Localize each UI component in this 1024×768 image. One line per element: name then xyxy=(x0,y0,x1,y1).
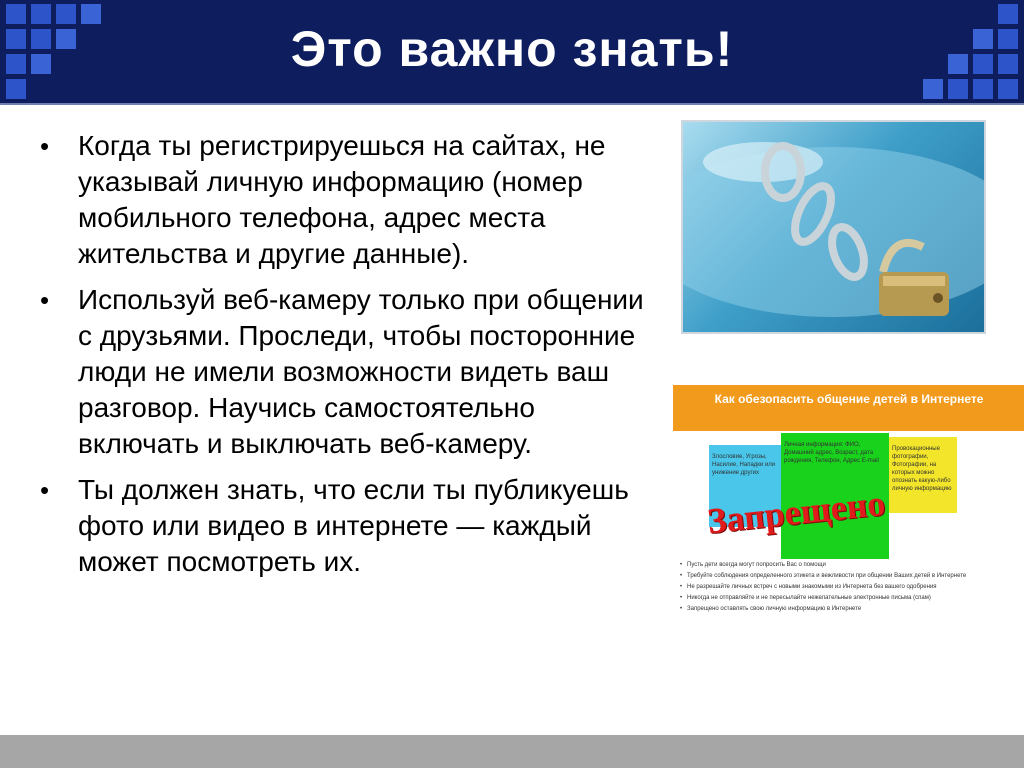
decorative-square xyxy=(973,79,993,99)
bullet-list xyxy=(30,128,650,590)
list-item: • Не разрешайте личных встреч с новыми знакомыми из Интернета без вашего одобрения xyxy=(679,583,1019,591)
safety-infographic xyxy=(673,385,1024,655)
bullet-dot-icon: • xyxy=(40,285,50,315)
infographic-title: Как обезопасить общение детей в Интернете xyxy=(673,385,1024,431)
slide-title: Это важно знать! xyxy=(290,21,734,77)
green-box: Личная информация: ФИО, Домашний адрес, Возраст, дата рождения, Телефон, Адрес E-mail xyxy=(781,433,889,559)
decorative-square xyxy=(923,79,943,99)
slide-header xyxy=(0,0,1024,105)
bullet-dot-icon: • xyxy=(40,131,50,161)
decorative-square xyxy=(6,79,26,99)
bullet-item xyxy=(30,472,650,580)
cyan-box: Злословие, Угрозы, Насилие, Нападки или унижение других xyxy=(709,445,781,527)
decorative-square xyxy=(948,79,968,99)
footer-bar xyxy=(0,735,1024,768)
infographic-list xyxy=(679,561,1019,616)
bullet-text: Когда ты регистрируешься на сайтах, не указывай личную информацию (номер мобильного телефона, адрес места жительства и другие данные). xyxy=(78,130,606,269)
list-item: • Запрещено оставлять свою личную информацию в Интернете xyxy=(679,605,1019,613)
padlock-photo xyxy=(681,120,986,334)
list-item: • Требуйте соблюдения определенного этикета и вежливости при общении Ваших детей в Интернете xyxy=(679,572,1019,580)
bullet-dot-icon: • xyxy=(40,475,50,505)
bullet-item xyxy=(30,128,650,272)
bullet-item xyxy=(30,282,650,462)
list-item: • Никогда не отправляйте и не пересылайте нежелательные электронные письма (спам) xyxy=(679,594,1019,602)
bullet-text: Используй веб-камеру только при общении с друзьями. Проследи, чтобы посторонние люди не имели возможности видеть ваш разговор. Научись самостоятельно включать и выключать веб-камеру. xyxy=(78,284,644,459)
chain-padlock-icon xyxy=(683,122,986,334)
decorative-square xyxy=(998,79,1018,99)
yellow-box: Провокационные фотографии, Фотографии, на которых можно опознать какую-либо личную информацию xyxy=(889,437,957,513)
bullet-text: Ты должен знать, что если ты публикуешь фото или видео в интернете — каждый может посмотреть их. xyxy=(78,474,629,577)
list-item: • Пусть дети всегда могут попросить Вас о помощи xyxy=(679,561,1019,569)
forbidden-stamp: Запрещено xyxy=(705,482,887,542)
